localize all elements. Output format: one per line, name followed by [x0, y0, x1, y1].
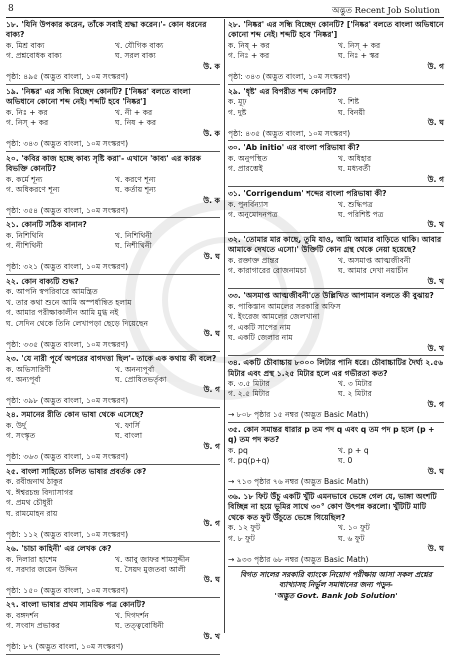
option: ক. ১২ ফুট	[228, 523, 261, 533]
question-item	[228, 358, 444, 423]
answer-label: উ. ঘ	[427, 466, 444, 476]
question-number: ৩৫.	[228, 424, 241, 434]
option: গ. প্রমথ চৌধুরী	[6, 498, 53, 508]
answer-row	[228, 118, 444, 128]
option: ক. অভিসারিণী	[6, 364, 51, 374]
option: গ. pq(p+q)	[228, 456, 270, 466]
footer-promo	[228, 570, 444, 601]
question-item	[228, 291, 444, 356]
option: খ. অধিহার	[338, 153, 372, 163]
option: গ. সংস্কৃত	[6, 431, 36, 441]
question-item	[6, 220, 220, 274]
question-text: কোনটি সঠিক বানান?	[21, 220, 87, 230]
answer-label: উ. খ	[203, 631, 220, 641]
question-number: ২৮.	[228, 20, 241, 29]
option: গ. প্রারম্ভেই	[228, 164, 263, 174]
question-text: বাংলা ভাষার প্রথম সাময়িক পত্র কোনটি?	[21, 600, 146, 610]
source-reference: → ৭১৩ পৃষ্ঠার ৭৬ নম্বর (অদ্ভুত Basic Math)	[228, 477, 444, 489]
question-item	[228, 87, 444, 141]
answer-row	[228, 220, 444, 230]
question-number: ২৩.	[6, 354, 19, 364]
page-header	[6, 4, 444, 18]
option: ক. pq	[228, 445, 248, 455]
option: ক. মিশ্র বাক্য	[6, 40, 45, 50]
option: ঘ. আমার দেখা নয়াচীন	[338, 266, 409, 276]
question-stem	[228, 87, 444, 97]
question-stem	[6, 410, 220, 420]
source-reference: পৃষ্ঠা: ৪৯৫ (অদ্ভুত বাংলা, ১০ম সংস্করণ)	[6, 72, 220, 84]
option: ক. উর্দু	[6, 420, 27, 430]
question-number: ২২.	[6, 276, 19, 286]
question-item	[6, 154, 220, 219]
answer-label: উ. গ	[427, 399, 444, 409]
source-reference: পৃষ্ঠা: ৩২১ (অদ্ভুত বাংলা, ১০ম সংস্করণ)	[6, 262, 220, 274]
option: ক. মূঢ়	[228, 97, 247, 107]
question-stem	[6, 544, 220, 554]
question-item	[6, 467, 220, 542]
question-stem	[228, 358, 444, 379]
question-item	[228, 425, 444, 490]
option: খ. শুদ্ধিপত্র	[338, 199, 373, 209]
option: ক. নিষ্ + কর	[228, 40, 270, 50]
option: খ. আবু জাফর শামসুদ্দীন	[115, 554, 190, 564]
option: ক. রবীন্দ্রনাথ ঠাকুর	[6, 477, 63, 487]
option: গ. নিঃ + কর	[228, 51, 270, 61]
question-stem	[6, 20, 220, 41]
question-stem	[228, 291, 444, 301]
question-text: ১৮ ফিট উঁচু একটি খুঁটি এমনভাবে ভেঙ্গে গেল যে, ভাঙ্গা অংশটি বিচ্ছিন্ন না হয়ে ভূমির সাথে ৩০° কোণ উৎপন্ন করলো। খুঁটিটি মাটি থেকে কত ফুট উঁচুতে ভেঙ্গে গিয়েছিল?	[228, 491, 437, 522]
option: ঘ. সৈয়দ মুজতবা আলী	[115, 564, 186, 574]
answer-label: উ. ক	[203, 195, 220, 205]
options-grid	[6, 365, 220, 386]
question-stem	[6, 354, 220, 364]
question-text: বাংলা সাহিত্যে চলিত ভাষার প্রবর্তক কে?	[21, 466, 147, 476]
header-rule	[6, 17, 444, 18]
source-reference: → ৯৩৩ পৃষ্ঠার ৬৮ নম্বর (অদ্ভুত Basic Math)	[228, 555, 444, 567]
option: ঘ. প্রোষিতভর্তৃকা	[115, 375, 167, 384]
question-item	[228, 235, 444, 289]
question-item	[228, 189, 444, 233]
option: গ. একটি সাপের নাম	[228, 322, 291, 332]
option: খ. p + q	[338, 445, 369, 455]
question-text: সমানের রীতি কোন ভাষা থেকে এসেছে?	[21, 410, 144, 420]
answer-row	[6, 519, 220, 529]
question-item	[228, 143, 444, 187]
question-item	[6, 354, 220, 408]
source-reference: পৃষ্ঠা: ১১২ (অদ্ভুত বাংলা, ১০ম সংস্করণ)	[6, 530, 220, 542]
question-number: ৩৩.	[228, 291, 241, 301]
options-grid	[228, 97, 444, 118]
options-grid	[6, 41, 220, 62]
option: গ. কারাগারের রোজনামচা	[228, 266, 307, 276]
answer-label: উ. ঘ	[427, 118, 444, 128]
options-grid	[228, 446, 444, 467]
option: গ. সরদার জয়েন উদ্দিন	[6, 564, 78, 574]
question-stem	[228, 425, 444, 446]
options-grid	[228, 200, 444, 221]
question-separator	[228, 231, 444, 233]
question-text: একটি চৌবাচ্চায় ৮০০০ লিটার পানি ধরে। চৌবাচ্চাটির দৈর্ঘ্য ২.৫৬ মিটার এবং প্রস্থ ১.২৫ মিটার হলে এর গভীরতা কত?	[228, 358, 444, 378]
option: ক. নিঃ + কর	[6, 107, 48, 117]
option: খ. করণে শূন্য	[115, 174, 156, 184]
question-number: ৩০.	[228, 143, 241, 153]
option: গ. নীশিথিনী	[6, 241, 43, 251]
option: খ. অসমাপ্ত আত্মজীবনী	[338, 255, 411, 265]
question-stem	[228, 143, 444, 153]
footer-line-2: 'অদ্ভুত Govt. Bank Job Solution'	[274, 590, 398, 600]
question-stem	[6, 154, 220, 175]
left-column	[6, 20, 220, 652]
answer-row	[6, 329, 220, 339]
question-separator	[228, 287, 444, 289]
source-reference: পৃষ্ঠা: ৩৫৪ (অদ্ভুত বাংলা, ১০ম সংস্করণ)	[6, 206, 220, 218]
answer-label: উ. গ	[203, 519, 220, 529]
question-number: ১৮.	[6, 20, 19, 29]
question-text: 'তোমার মার কাছে, তুমি যাও, আমি আমার বাড়িতে থাকি। আবার আমাকে দেখতে এসো।' উক্তিটি কোন গ্রন্থ থেকে নেয়া হয়েছে?	[228, 234, 442, 255]
right-question-list	[228, 20, 444, 567]
option: ঘ. বাংলা	[115, 431, 143, 441]
answer-row	[228, 62, 444, 72]
question-number: ২৬.	[6, 544, 19, 554]
answer-row	[6, 575, 220, 585]
option: খ. তার কথা শুনে আমি অস্পর্ধান্বিত হলাম	[6, 297, 132, 307]
source-reference: পৃষ্ঠা: ৩৩৫ (অদ্ভুত বাংলা, ১০ম সংস্করণ)	[6, 340, 220, 352]
question-separator	[228, 185, 444, 187]
question-text: 'ধৃষ্ট' এর বিপরীত শব্দ কোনটি?	[243, 86, 337, 96]
source-reference: পৃষ্ঠা: ৪৩৫ (অদ্ভুত বাংলা, ১০ম সংস্করণ)	[228, 129, 444, 141]
options-grid	[228, 256, 444, 277]
option: খ. নী + কর	[115, 107, 153, 117]
question-number: ২০.	[6, 153, 19, 163]
option: ক. পাকিস্তান আমলের সরকারি অফিস	[228, 301, 341, 311]
option: ক. বঙ্গদর্শন	[6, 610, 39, 620]
answer-row	[228, 544, 444, 554]
source-reference: পৃষ্ঠা: ৩৬৩ (অদ্ভুত বাংলা, ১০ম সংস্করণ)	[6, 452, 220, 464]
option: ক. কর্মে শূন্য	[6, 174, 43, 184]
answer-label: উ. ঘ	[427, 544, 444, 554]
options-grid	[6, 477, 220, 519]
option: ঘ. মধ্যবর্তী	[338, 164, 371, 174]
question-text: 'Ab initio' এর বাংলা পরিভাষা কী?	[243, 143, 360, 153]
option: ঘ. পরিশিষ্ট পত্র	[338, 209, 384, 219]
question-number: ৩২.	[228, 234, 241, 244]
option: গ. অন্যপূর্বা	[6, 375, 41, 384]
option: ঘ. ২ মিটার	[338, 389, 372, 399]
options-grid	[6, 555, 220, 576]
option: ঘ. ৬ ফুট	[338, 533, 365, 543]
option: গ. অনুমোদনপত্র	[228, 209, 278, 219]
options-grid	[228, 302, 444, 344]
answer-row	[6, 385, 220, 395]
right-column	[228, 20, 444, 632]
answer-label: উ. গ	[203, 385, 220, 395]
options-grid	[6, 421, 220, 442]
question-number: ২৯.	[228, 86, 241, 96]
answer-row	[228, 344, 444, 354]
option: ঘ. তত্ত্ববোধিনী	[115, 621, 164, 631]
option: গ. দুষ্ট	[228, 107, 247, 117]
question-text: 'যিনি উপকার করেন, তাঁকে সবাই শ্রদ্ধা করেন।'- কোন ধরনের বাক্য?	[6, 20, 207, 40]
option: খ. ফার্সি	[115, 420, 140, 430]
option: খ. ঈশ্বরচন্দ্র বিদ্যাসাগর	[6, 487, 74, 497]
options-grid	[228, 41, 444, 62]
option: ঘ. কর্তায় শূন্য	[115, 185, 156, 195]
question-item	[228, 492, 444, 567]
option: গ. আমার পরীক্ষাকালীন আমি মুগ্ধ নই	[6, 308, 119, 318]
option: খ. নিশিথিনী	[115, 230, 152, 240]
question-item	[228, 20, 444, 85]
options-grid	[6, 611, 220, 632]
option: ঘ. নিঃ + স্কর	[338, 51, 380, 61]
answer-row	[228, 400, 444, 410]
question-item	[6, 544, 220, 598]
options-grid	[228, 154, 444, 175]
source-reference: পৃষ্ঠা: ৮৭ (অদ্ভুত বাংলা, ১০ম সংস্করণ)	[6, 642, 220, 654]
option: গ. ৮ ফুট	[228, 533, 255, 543]
option: ক. রক্তাক্ত প্রান্তর	[228, 255, 279, 265]
question-item	[6, 410, 220, 464]
question-text: 'যে নারী পূর্বে অপরের বাগদত্তা ছিল'- তাকে এক কথায় কী বলে?	[21, 354, 217, 364]
options-grid	[6, 231, 220, 252]
option: ঘ. রামমোহন রায়	[6, 508, 58, 518]
answer-label: উ. খ	[427, 276, 444, 286]
answer-label: উ. খ	[427, 220, 444, 230]
column-divider	[224, 19, 225, 633]
answer-label: উ. খ	[427, 343, 444, 353]
question-text: 'অসমাপ্ত আত্মজীবনী'তে উল্লিখিত আপামান বলতে কী বুঝায়?	[243, 291, 434, 301]
source-reference: পৃষ্ঠা: ৩৪৩ (অদ্ভুত বাংলা, ১০ম সংস্করণ)	[228, 72, 444, 84]
answer-label: উ. গ	[203, 441, 220, 451]
answer-row	[6, 196, 220, 206]
page-number: 8	[8, 4, 14, 14]
question-separator	[228, 354, 444, 356]
source-reference: পৃষ্ঠা: ৩৯৮ (অদ্ভুত বাংলা, ১০ম সংস্করণ)	[6, 396, 220, 408]
answer-label: উ. ঘ	[203, 329, 220, 339]
question-stem	[6, 87, 220, 108]
question-number: ২৪.	[6, 410, 19, 420]
question-stem	[6, 220, 220, 230]
option: গ. ২.৫ মিটার	[228, 389, 270, 399]
answer-row	[6, 252, 220, 262]
option: ক. আপনি স্বপরিবারে আমন্ত্রিত	[6, 287, 98, 297]
answer-label: উ. ক	[203, 128, 220, 138]
option: খ. ১০ ফুট	[338, 523, 370, 533]
options-grid	[6, 175, 220, 196]
option: খ. যৌগিক বাক্য	[115, 40, 164, 50]
options-grid	[228, 379, 444, 400]
answer-label: উ. গ	[427, 174, 444, 184]
option: ঘ. একটি জেলার নাম	[228, 333, 293, 343]
question-text: 'নিষ্কর' এর সন্ধি বিচ্ছেদ কোনটি? ['নিষ্কর' বলতে বাংলা অভিধানে কোনো শব্দ নেই। শব্দটি হবে 'নিষ্কর']	[6, 86, 191, 107]
question-number: ২৫.	[6, 466, 19, 476]
option: ক. পুনর্বিন্যাস	[228, 199, 269, 209]
question-number: ২৭.	[6, 600, 19, 610]
option: খ. দিগদর্শন	[115, 610, 149, 620]
option: খ. নিস্ + কর	[338, 40, 381, 50]
option: ঘ. নিষ + কর	[115, 118, 157, 128]
source-reference: পৃষ্ঠা: ৩৪৩ (অদ্ভুত বাংলা, ১০ম সংস্করণ)	[6, 139, 220, 151]
answer-row	[6, 442, 220, 452]
option: গ. অধিকরণে শূন্য	[6, 185, 60, 195]
question-number: ৩৪.	[228, 358, 241, 368]
option: ঘ. নিশীথিনী	[115, 241, 152, 251]
options-grid	[6, 108, 220, 129]
question-stem	[228, 492, 444, 523]
option: ঘ. সরল বাক্য	[115, 51, 156, 61]
question-stem	[6, 277, 220, 287]
running-title: অদ্ভুত Recent Job Solution	[331, 6, 440, 16]
question-number: ৩১.	[228, 189, 241, 199]
question-text: 'চাচা কাহিনী' এর লেখক কে?	[21, 544, 112, 554]
question-text: 'কবির কাজ হচ্ছে কাব্য সৃষ্টি করা'- এখানে 'কাব্য' এর কারক বিভক্তি কোনটি?	[6, 153, 201, 174]
option: গ. সংবাদ প্রভাকর	[6, 621, 60, 631]
answer-label: উ. ঘ	[203, 575, 220, 585]
question-item	[6, 277, 220, 352]
option: গ. প্রশ্নবোধক বাক্য	[6, 51, 62, 61]
answer-row	[6, 129, 220, 139]
question-item	[6, 20, 220, 85]
question-item	[6, 87, 220, 152]
source-reference: → ৮০৮ পৃষ্ঠার ১৫ নম্বর (অদ্ভুত Basic Math)	[228, 410, 444, 422]
question-text: কোন বাক্যটি শুদ্ধ?	[21, 276, 79, 286]
answer-label: উ. ক	[203, 61, 220, 71]
options-grid	[6, 287, 220, 329]
option: ঘ. 0	[338, 456, 353, 466]
answer-row	[6, 632, 220, 642]
option: ক. দিলারা হাশেম	[6, 554, 57, 564]
option: ক. নিশিথিনি	[6, 230, 44, 240]
question-stem	[228, 20, 444, 41]
source-reference: পৃষ্ঠা: ১৫০ (অদ্ভুত বাংলা, ১০ম সংস্করণ)	[6, 586, 220, 598]
option: ক. অনুপস্থিত	[228, 153, 268, 163]
option: গ. নিস্ + কর	[6, 118, 49, 128]
option: খ. অনন্যপূর্বা	[115, 364, 155, 374]
option: খ. ইংরেজ আমলের জেলখানা	[228, 312, 320, 322]
question-item	[6, 600, 220, 654]
answer-row	[6, 62, 220, 72]
option: ক. ৩.৫ মিটার	[228, 379, 270, 388]
question-number: ২১.	[6, 220, 19, 230]
question-stem	[228, 189, 444, 199]
question-stem	[6, 467, 220, 477]
answer-row	[228, 277, 444, 287]
question-number: ৩৬.	[228, 491, 241, 501]
answer-label: উ. গ	[427, 61, 444, 71]
option: খ. শিষ্ট	[338, 97, 360, 107]
answer-row	[228, 467, 444, 477]
answer-label: উ. ঘ	[203, 251, 220, 261]
question-stem	[6, 600, 220, 610]
answer-row	[228, 175, 444, 185]
question-text: 'Corrigendum' শব্দের বাংলা পরিভাষা কী?	[243, 189, 387, 199]
option: ঘ. সেদিন থেকে তিনি লেখাপড়া ছেড়ে দিয়েছেন	[6, 318, 149, 328]
question-text: 'নিষ্কর' এর সন্ধি বিচ্ছেদ কোনটি? ['নিষ্কর' বলতে বাংলা অভিধানে কোনো শব্দ নেই। শব্দটি হবে 'নিষ্কর']	[228, 20, 444, 40]
option: ঘ. বিনয়ী	[338, 107, 366, 117]
footer-line-1: বিগত সালের সরকারি ব্যাংকে নিয়োগ পরীক্ষায় আসা সকল প্রশ্নের ব্যাখ্যাসহ নির্ভুল সমাধানের জন্য পড়ুন-	[240, 569, 432, 590]
question-stem	[228, 235, 444, 256]
option: খ. ৩ মিটার	[338, 379, 373, 388]
question-text: কোন সমান্তর ধারার p তম পদ q এবং q তম পদ p হলে (p + q) তম পদ কত?	[228, 424, 435, 445]
options-grid	[228, 523, 444, 544]
question-number: ১৯.	[6, 86, 19, 96]
